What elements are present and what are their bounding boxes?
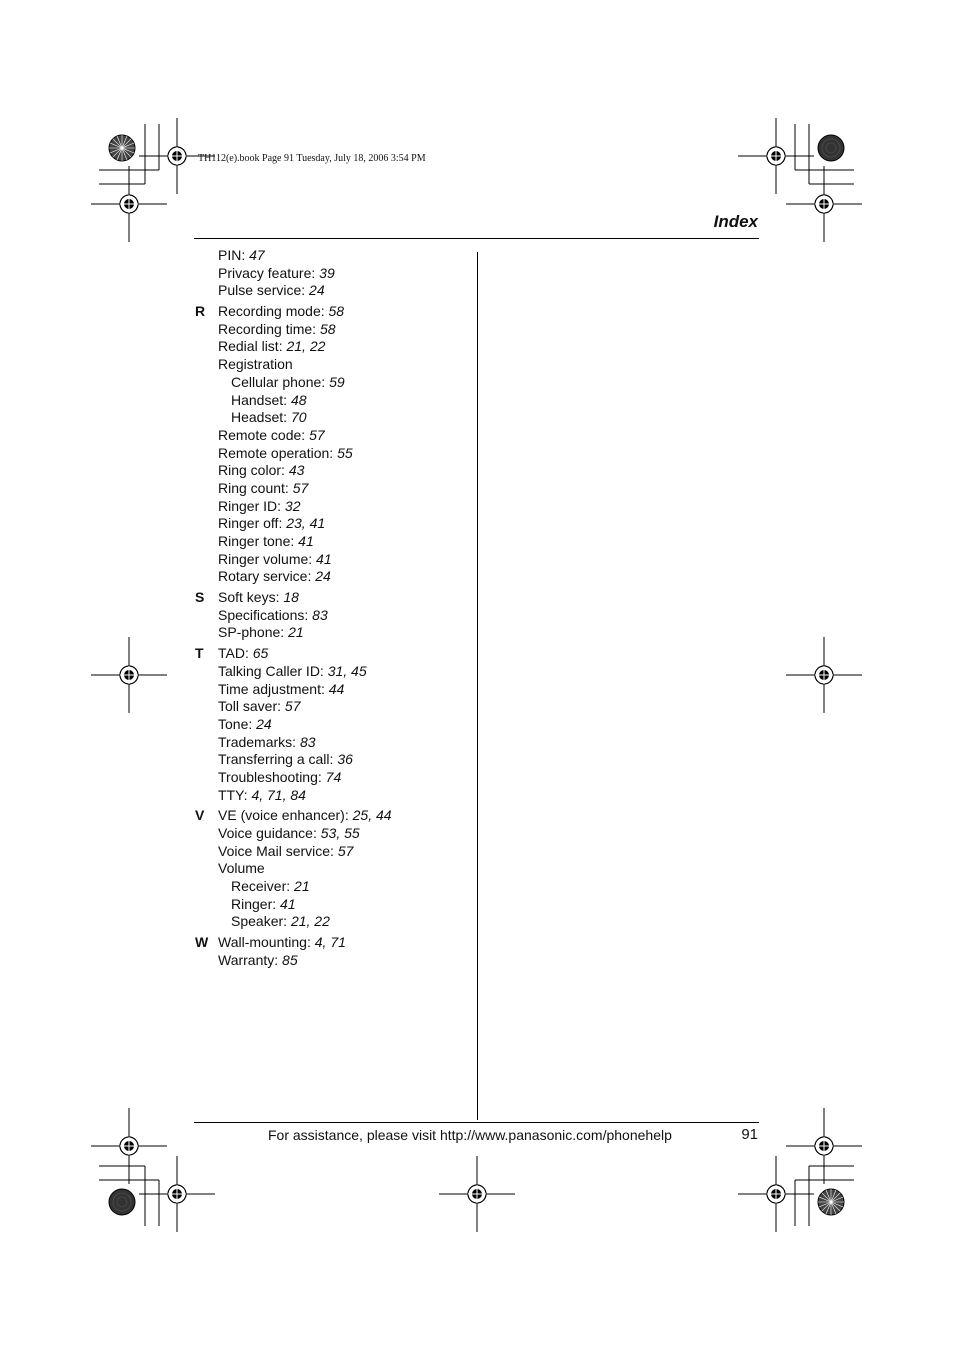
index-letter: T — [195, 645, 204, 662]
index-term: Handset: — [231, 391, 291, 408]
index-term: TTY: — [218, 786, 252, 803]
index-page-refs: 21 — [288, 624, 304, 641]
index-entry — [218, 515, 474, 533]
index-entry — [218, 427, 474, 445]
index-entry — [218, 321, 474, 339]
index-term: Ringer off: — [218, 515, 287, 532]
index-entry — [218, 338, 474, 356]
index-entry — [218, 498, 474, 516]
index-term: Toll saver: — [218, 698, 285, 715]
index-term: Warranty: — [218, 951, 283, 968]
index-page-refs: 47 — [249, 247, 265, 263]
index-page-refs: 44 — [328, 680, 345, 697]
index-term: Registration — [218, 356, 293, 373]
index-group — [194, 934, 474, 969]
index-subentry — [231, 878, 474, 896]
index-page-refs: 41 — [280, 895, 296, 912]
index-entry — [218, 303, 474, 321]
index-page-refs: 43 — [288, 462, 305, 479]
index-term: Ringer ID: — [218, 497, 285, 514]
index-page-refs: 21, 22 — [290, 913, 330, 930]
index-letter: V — [195, 807, 205, 824]
header-rule — [194, 238, 759, 239]
index-subentry — [231, 409, 474, 427]
index-page-refs: 57 — [292, 479, 309, 496]
index-page-refs: 57 — [284, 698, 301, 715]
index-entry — [218, 716, 474, 734]
footer-help-text: For assistance, please visit http://www.panasonic.com/phonehelp — [268, 1127, 672, 1143]
index-entry — [218, 533, 474, 551]
index-term: PIN: — [218, 247, 250, 263]
index-term: Ringer: — [231, 895, 281, 912]
index-term: Transferring a call: — [218, 751, 338, 768]
index-page-refs: 83 — [299, 733, 316, 750]
index-entry — [218, 607, 474, 625]
index-term: Volume — [218, 860, 265, 877]
page-title: Index — [713, 212, 758, 231]
index-page-refs: 85 — [282, 951, 298, 968]
index-entry — [218, 551, 474, 569]
index-entry — [218, 356, 474, 374]
index-term: Tone: — [218, 715, 257, 732]
index-term: Talking Caller ID: — [218, 662, 328, 679]
index-term: Specifications: — [218, 606, 313, 623]
index-page-refs: 24 — [315, 568, 331, 585]
index-term: Cellular phone: — [231, 373, 330, 390]
index-term: Ringer tone: — [218, 533, 299, 549]
index-entry — [218, 645, 474, 663]
index-term: TAD: — [218, 645, 253, 662]
index-term: Ringer volume: — [218, 550, 317, 567]
index-entry — [218, 282, 474, 300]
index-term: Receiver: — [231, 878, 295, 895]
index-page-refs: 58 — [319, 320, 336, 337]
index-subentry — [231, 392, 474, 410]
index-term: Voice guidance: — [218, 825, 321, 841]
index-term: Rotary service: — [218, 568, 316, 585]
index-page-refs: 18 — [283, 589, 299, 606]
index-entry — [218, 843, 474, 861]
index-entry — [218, 751, 474, 769]
index-term: Recording time: — [218, 320, 320, 337]
index-page-refs: 41 — [298, 533, 314, 549]
print-slug: TH112(e).book Page 91 Tuesday, July 18, 2006 3:54 PM — [198, 153, 426, 164]
index-group — [194, 807, 474, 931]
index-entry — [218, 247, 474, 265]
index-entry — [218, 445, 474, 463]
index-entry — [218, 663, 474, 681]
index-term: Redial list: — [218, 338, 287, 355]
index-page-refs: 24 — [309, 282, 325, 299]
index-page-refs: 58 — [328, 303, 345, 320]
index-page-refs: 31, 45 — [327, 662, 367, 679]
index-term: Remote code: — [218, 426, 310, 443]
index-page-refs: 21, 22 — [286, 338, 326, 355]
index-entry — [218, 734, 474, 752]
index-term: SP-phone: — [218, 624, 289, 641]
index-entry — [218, 589, 474, 607]
index-entry — [218, 860, 474, 878]
page-number: 91 — [741, 1126, 758, 1143]
index-page-refs: 39 — [319, 264, 335, 281]
index-group — [194, 247, 474, 300]
index-term: Soft keys: — [218, 589, 284, 606]
index-column — [194, 247, 474, 973]
index-page-refs: 4, 71, 84 — [251, 786, 306, 803]
index-entry — [218, 807, 474, 825]
index-group — [194, 303, 474, 586]
index-subentry — [231, 374, 474, 392]
index-page-refs: 57 — [337, 842, 354, 859]
index-entry — [218, 568, 474, 586]
index-page-refs: 32 — [284, 497, 301, 514]
index-page-refs: 23, 41 — [286, 515, 326, 532]
index-term: Troubleshooting: — [218, 768, 326, 785]
index-page-refs: 70 — [290, 409, 307, 426]
index-term: Trademarks: — [218, 733, 300, 750]
index-term: Pulse service: — [218, 282, 310, 299]
index-page-refs: 53, 55 — [320, 825, 360, 841]
index-page-refs: 21 — [294, 878, 310, 895]
index-page-refs: 4, 71 — [314, 934, 346, 951]
index-letter: W — [195, 934, 209, 951]
index-entry — [218, 769, 474, 787]
index-page-refs: 57 — [309, 426, 325, 443]
index-entry — [218, 265, 474, 283]
index-term: Voice Mail service: — [218, 842, 338, 859]
index-entry — [218, 681, 474, 699]
index-page-refs: 74 — [325, 768, 342, 785]
index-page-refs: 36 — [337, 751, 353, 768]
index-subentry — [231, 896, 474, 914]
index-page-refs: 48 — [290, 391, 307, 408]
index-entry — [218, 934, 474, 952]
index-page-refs: 55 — [337, 444, 353, 461]
index-term: Remote operation: — [218, 444, 338, 461]
index-group — [194, 645, 474, 804]
column-divider — [477, 252, 478, 1120]
index-letter: S — [195, 589, 205, 606]
index-entry — [218, 825, 474, 843]
footer-rule — [194, 1122, 759, 1123]
index-entry — [218, 698, 474, 716]
index-term: Time adjustment: — [218, 680, 329, 697]
index-page-refs: 83 — [312, 606, 328, 623]
index-page-refs: 41 — [316, 550, 332, 567]
index-page-refs: 24 — [256, 715, 272, 732]
index-term: Ring color: — [218, 462, 289, 479]
index-group — [194, 589, 474, 642]
index-entry — [218, 952, 474, 970]
index-term: Speaker: — [231, 913, 291, 930]
index-page-refs: 25, 44 — [352, 807, 392, 824]
index-letter: R — [195, 303, 206, 320]
index-entry — [218, 480, 474, 498]
index-subentry — [231, 913, 474, 931]
index-entry — [218, 787, 474, 805]
index-term: VE (voice enhancer): — [218, 807, 353, 824]
index-entry — [218, 462, 474, 480]
index-term: Privacy feature: — [218, 264, 320, 281]
index-page-refs: 59 — [329, 373, 345, 390]
index-entry — [218, 624, 474, 642]
index-term: Ring count: — [218, 479, 293, 496]
index-page-refs: 65 — [252, 645, 269, 662]
index-term: Recording mode: — [218, 303, 329, 320]
index-term: Headset: — [231, 409, 291, 426]
index-term: Wall-mounting: — [218, 934, 315, 951]
